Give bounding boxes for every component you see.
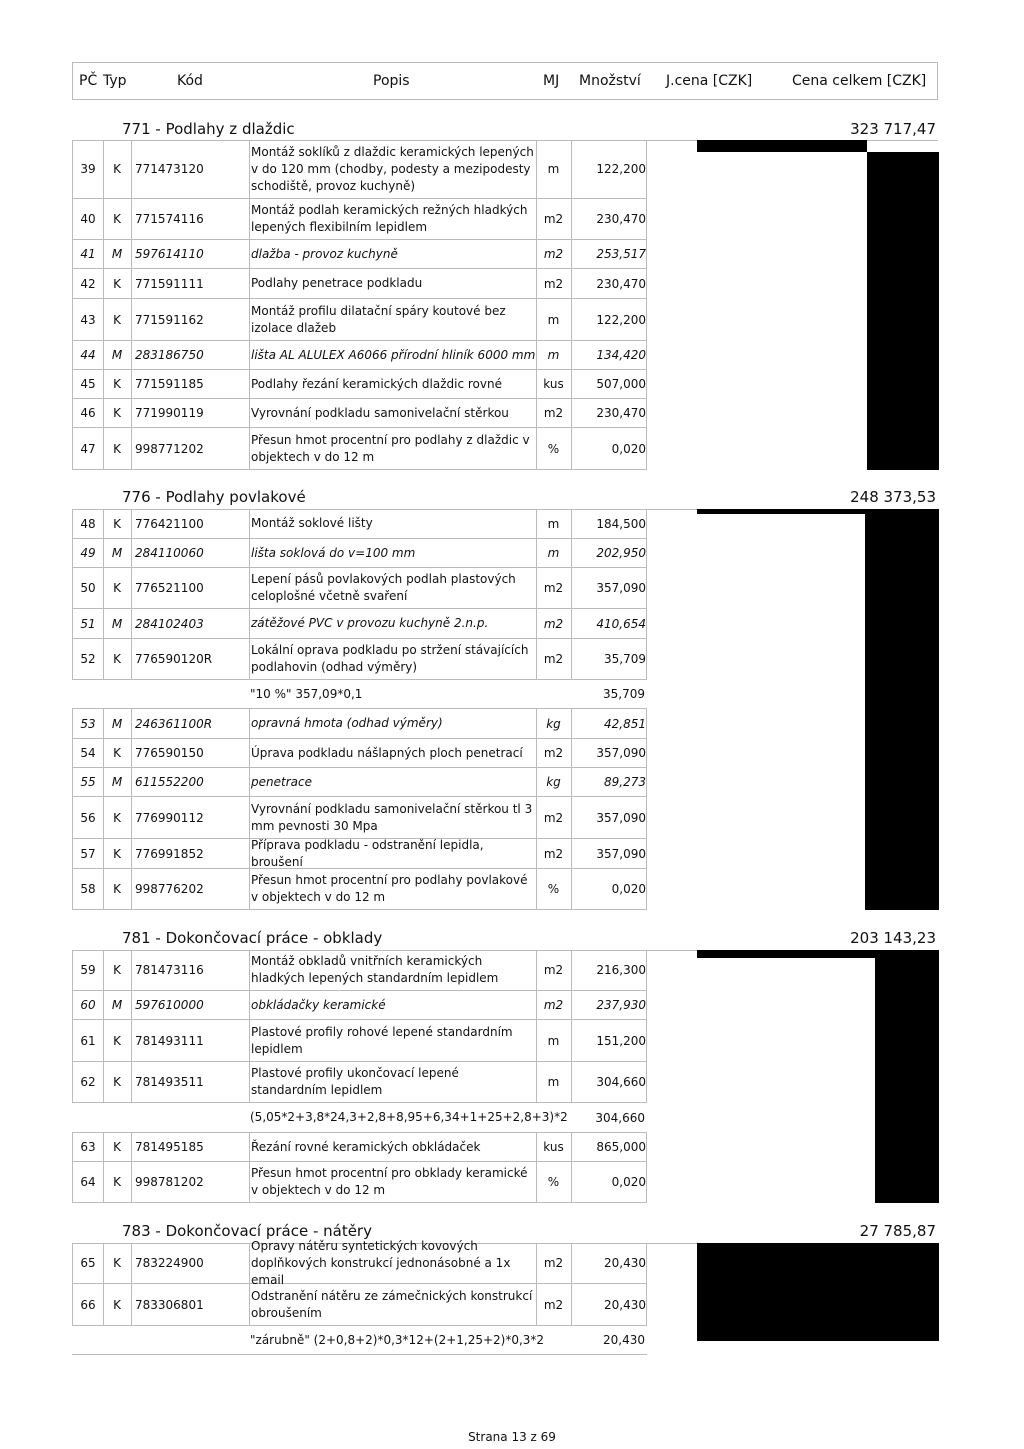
header-jcena: J.cena [CZK]	[666, 73, 753, 89]
table-row	[72, 869, 647, 910]
redaction-block	[865, 514, 939, 910]
cell-mnozstvi: 253,517	[596, 247, 646, 261]
cell-mj: m2	[543, 746, 564, 760]
cell-mnozstvi: 865,000	[596, 1140, 646, 1154]
table-row	[72, 341, 647, 370]
header-mnozstvi: Množství	[579, 73, 641, 89]
cell-pc: 51	[80, 616, 96, 631]
section-title: 771 - Podlahy z dlaždic	[122, 120, 295, 138]
cell-kod: 776421100	[135, 516, 204, 531]
section-title: 783 - Dokončovací práce - nátěry	[122, 1222, 372, 1240]
cell-kod: 771574116	[135, 212, 204, 226]
cell-typ: M	[111, 616, 123, 631]
page-footer: Strana 13 z 69	[468, 1430, 556, 1444]
cell-typ: K	[113, 162, 121, 176]
cell-typ: K	[113, 581, 121, 595]
cell-popis: Plastové profily rohové lepené standardním lepidlem	[251, 1024, 513, 1056]
cell-mj	[535, 1103, 570, 1132]
cell-popis: obkládačky keramické	[251, 997, 386, 1012]
redaction-block	[697, 1243, 939, 1341]
cell-kod: 771591185	[135, 377, 204, 391]
cell-mj: m2	[543, 998, 564, 1012]
cell-mnozstvi: 122,200	[596, 162, 646, 176]
header-kod: Kód	[177, 73, 203, 89]
cell-mnozstvi: 134,420	[596, 348, 646, 362]
header-cena-celkem: Cena celkem [CZK]	[792, 73, 927, 89]
table-header	[72, 62, 938, 100]
cell-mnozstvi: 89,273	[604, 775, 646, 789]
table-row	[72, 739, 647, 768]
table-row	[72, 509, 647, 539]
cell-kod	[134, 1326, 248, 1354]
cell-mnozstvi: 410,654	[596, 616, 646, 631]
cell-typ: K	[113, 1256, 121, 1270]
cell-kod: 998771202	[135, 441, 204, 456]
cell-mj: m2	[543, 1297, 564, 1312]
table-row	[72, 428, 647, 470]
table-row	[72, 609, 647, 639]
cell-popis: Vyrovnání podkladu samonivelační stěrkou tl 3 mm pevnosti 30 Mpa	[251, 801, 533, 833]
cell-pc: 65	[80, 1256, 96, 1270]
cell-mnozstvi: 357,090	[596, 581, 646, 595]
cell-kod: 776590150	[135, 746, 204, 760]
cell-mj: m2	[543, 963, 564, 977]
cell-mnozstvi: 42,851	[604, 716, 646, 731]
redaction-block	[867, 152, 939, 470]
cell-kod: 781495185	[135, 1140, 204, 1154]
cell-pc	[72, 1326, 102, 1354]
table-row	[72, 568, 647, 609]
section-total: 248 373,53	[850, 488, 936, 506]
cell-mnozstvi: 237,930	[596, 998, 646, 1012]
cell-typ: K	[113, 441, 121, 456]
cell-typ: K	[113, 406, 121, 420]
table-row	[72, 199, 647, 240]
cell-mj: m2	[543, 212, 564, 226]
cell-typ: K	[113, 212, 121, 226]
cell-pc	[72, 680, 102, 708]
table-row	[72, 1020, 647, 1062]
cell-typ: K	[113, 963, 121, 977]
cell-mj: m	[547, 312, 560, 327]
cell-mj: kg	[546, 716, 561, 731]
cell-mj: %	[547, 1175, 560, 1189]
cell-mnozstvi: 357,090	[596, 746, 646, 760]
cell-kod: 771473120	[135, 162, 204, 176]
cell-kod: 283186750	[135, 348, 204, 362]
cell-typ: K	[113, 810, 121, 825]
table-row	[72, 1062, 647, 1103]
cell-popis: Lepení pásů povlakových podlah plastových celoplošné včetně svaření	[251, 572, 516, 603]
cell-pc: 46	[80, 406, 96, 420]
cell-typ: K	[113, 312, 121, 327]
cell-pc: 48	[80, 516, 96, 531]
cell-popis: lišta soklová do v=100 mm	[251, 545, 416, 560]
cell-kod: 597610000	[135, 998, 204, 1012]
cell-mnozstvi: 151,200	[596, 1033, 646, 1048]
cell-pc: 58	[80, 882, 96, 896]
cell-mj: m	[547, 162, 560, 176]
cell-pc: 55	[80, 775, 96, 789]
cell-pc: 50	[80, 581, 96, 595]
cell-popis: Přesun hmot procentní pro obklady keramické v objektech v do 12 m	[251, 1166, 528, 1197]
cell-mnozstvi: 304,660	[595, 1110, 645, 1125]
cell-pc: 41	[80, 247, 96, 261]
cell-typ: K	[113, 1175, 121, 1189]
table-row	[72, 1238, 647, 1287]
cell-popis: Úprava podkladu nášlapných ploch penetrací	[251, 745, 523, 760]
cell-typ: M	[111, 998, 123, 1012]
cell-popis: Montáž podlah keramických režných hladkých lepených flexibilním lepidlem	[251, 203, 528, 234]
cell-kod: 781473116	[135, 963, 204, 977]
cell-mj: m	[547, 516, 560, 531]
cell-typ: K	[113, 377, 121, 391]
cell-popis: penetrace	[251, 774, 312, 789]
cell-popis: zátěžové PVC v provozu kuchyně 2.n.p.	[251, 616, 489, 630]
cell-mnozstvi: 230,470	[596, 406, 646, 420]
cell-typ: M	[111, 775, 123, 789]
header-popis: Popis	[373, 73, 410, 89]
cell-pc: 39	[80, 162, 96, 176]
header-pc: PČ	[79, 73, 98, 89]
cell-pc	[72, 1103, 102, 1132]
table-row	[72, 768, 647, 797]
table-row	[72, 1284, 647, 1326]
cell-popis: Montáž soklíků z dlaždic keramických lepených v do 120 mm (chodby, podesty a mezipodesty schodiště, provoz kuchyně)	[251, 144, 534, 193]
cell-typ: M	[111, 247, 123, 261]
cell-mj: kg	[546, 775, 561, 789]
cell-popis: Montáž soklové lišty	[251, 516, 373, 530]
table-row	[72, 399, 647, 428]
cell-popis: Přesun hmot procentní pro podlahy z dlaždic v objektech v do 12 m	[251, 432, 530, 464]
cell-kod: 771591162	[135, 312, 204, 327]
cell-mnozstvi: 357,090	[596, 846, 646, 861]
redaction-block	[875, 958, 939, 1203]
section-title: 776 - Podlahy povlakové	[122, 488, 306, 506]
cell-kod: 771591111	[135, 276, 204, 291]
cell-kod	[134, 680, 248, 708]
table-row	[72, 639, 647, 680]
calc-row	[72, 1103, 647, 1133]
table-row	[72, 240, 647, 269]
cell-popis: Lokální oprava podkladu po stržení stávajících podlahovin (odhad výměry)	[251, 643, 529, 674]
cell-mj: m2	[543, 581, 564, 595]
cell-popis: Odstranění nátěru ze zámečnických konstrukcí obroušením	[251, 1288, 533, 1320]
cell-typ: M	[111, 716, 123, 731]
cell-pc: 44	[80, 348, 96, 362]
cell-typ: K	[113, 882, 121, 896]
cell-pc: 57	[80, 846, 96, 861]
cell-mnozstvi: 20,430	[603, 1333, 645, 1347]
cell-kod: 781493111	[135, 1033, 204, 1048]
cell-mj: m	[547, 1075, 560, 1089]
cell-mj: m2	[543, 652, 564, 666]
cell-mnozstvi: 184,500	[596, 516, 646, 531]
cell-typ: M	[111, 546, 123, 560]
table-row	[72, 269, 647, 299]
section-title: 781 - Dokončovací práce - obklady	[122, 929, 383, 947]
redaction-block	[697, 140, 867, 152]
table-row	[72, 709, 647, 739]
cell-mnozstvi: 0,020	[611, 882, 646, 896]
table-row	[72, 539, 647, 568]
table-row	[72, 950, 647, 991]
cell-pc: 52	[80, 652, 96, 666]
cell-kod: 776521100	[135, 581, 204, 595]
cell-mj: %	[547, 882, 560, 896]
cell-mj: m	[547, 348, 560, 362]
cell-kod: 284110060	[135, 546, 204, 560]
cell-popis: Podlahy penetrace podkladu	[251, 276, 423, 290]
table-row	[72, 797, 647, 839]
cell-mnozstvi: 230,470	[596, 212, 646, 226]
calc-row	[72, 1326, 647, 1355]
cell-mj: kus	[543, 377, 564, 391]
cell-mj: %	[547, 441, 560, 456]
cell-mnozstvi: 304,660	[596, 1075, 646, 1089]
cell-popis: Příprava podkladu - odstranění lepidla, broušení	[251, 837, 484, 869]
cell-mnozstvi: 230,470	[596, 276, 646, 291]
cell-mnozstvi: 0,020	[611, 1175, 646, 1189]
cell-kod: 284102403	[135, 616, 204, 631]
cell-typ: K	[113, 1075, 121, 1089]
cell-popis: Montáž obkladů vnitřních keramických hladkých lepených standardním lepidlem	[251, 954, 499, 985]
cell-mnozstvi: 35,709	[604, 652, 646, 666]
cell-mj: m	[547, 1033, 560, 1048]
cell-popis: Podlahy řezání keramických dlaždic rovné	[251, 376, 502, 391]
table-row	[72, 839, 647, 869]
cell-mj	[535, 680, 570, 708]
cell-popis: opravná hmota (odhad výměry)	[251, 716, 443, 730]
cell-kod: 781493511	[135, 1075, 204, 1089]
cell-typ: K	[113, 846, 121, 861]
cell-mnozstvi: 20,430	[604, 1297, 646, 1312]
cell-typ	[102, 1103, 130, 1132]
section-total: 203 143,23	[850, 929, 936, 947]
cell-kod: 246361100R	[135, 716, 213, 731]
cell-mj: m2	[543, 406, 564, 420]
cell-popis: Vyrovnání podkladu samonivelační stěrkou	[251, 405, 509, 420]
cell-typ	[102, 1326, 130, 1354]
cell-mj: m2	[543, 1256, 564, 1270]
cell-popis: dlažba - provoz kuchyně	[251, 246, 398, 261]
cell-typ: K	[113, 1033, 121, 1048]
cell-popis: (5,05*2+3,8*24,3+2,8+8,95+6,34+1+25+2,8+3)*2	[250, 1110, 568, 1124]
cell-kod: 771990119	[135, 406, 204, 420]
cell-typ: K	[113, 1140, 121, 1154]
cell-kod: 776590120R	[135, 652, 213, 666]
redaction-block	[697, 950, 939, 958]
cell-typ: K	[113, 652, 121, 666]
cell-typ	[102, 680, 130, 708]
cell-mnozstvi: 202,950	[596, 546, 646, 560]
cell-typ: M	[111, 348, 123, 362]
table-row	[72, 140, 647, 199]
cell-mnozstvi: 0,020	[611, 441, 646, 456]
cell-pc: 56	[80, 810, 96, 825]
cell-mnozstvi: 20,430	[604, 1256, 646, 1270]
cell-kod: 783224900	[135, 1256, 204, 1270]
cell-pc: 53	[80, 716, 96, 731]
cell-mj: m2	[543, 846, 564, 861]
cell-popis: Řezání rovné keramických obkládaček	[251, 1139, 481, 1154]
cell-popis: Montáž profilu dilatační spáry koutové bez izolace dlažeb	[251, 303, 506, 335]
cell-popis: Přesun hmot procentní pro podlahy povlakové v objektech v do 12 m	[251, 873, 528, 904]
table-row	[72, 991, 647, 1020]
cell-mj: m2	[543, 810, 564, 825]
calc-row	[72, 680, 647, 709]
cell-typ: K	[113, 746, 121, 760]
header-mj: MJ	[543, 73, 560, 89]
cell-pc: 62	[80, 1075, 96, 1089]
cell-kod: 998776202	[135, 882, 204, 896]
cell-mnozstvi: 35,709	[603, 687, 645, 701]
cell-typ: K	[113, 1297, 121, 1312]
cell-pc: 47	[80, 441, 96, 456]
cell-mj: kus	[543, 1140, 564, 1154]
cell-mj: m2	[543, 247, 564, 261]
cell-mj	[535, 1326, 570, 1354]
cell-popis: "zárubně" (2+0,8+2)*0,3*12+(2+1,25+2)*0,3*2	[250, 1332, 545, 1347]
cell-pc: 59	[80, 963, 96, 977]
cell-kod: 597614110	[135, 247, 204, 261]
cell-mnozstvi: 357,090	[596, 810, 646, 825]
cell-kod: 776991852	[135, 846, 204, 861]
cell-mnozstvi: 216,300	[596, 963, 646, 977]
cell-pc: 54	[80, 746, 96, 760]
cell-popis: Plastové profily ukončovací lepené standardním lepidlem	[251, 1066, 459, 1097]
cell-mj: m2	[543, 616, 564, 631]
cell-pc: 64	[80, 1175, 96, 1189]
cell-pc: 42	[80, 276, 96, 291]
table-row	[72, 1162, 647, 1203]
cell-pc: 66	[80, 1297, 96, 1312]
cell-pc: 40	[80, 212, 96, 226]
table-row	[72, 370, 647, 399]
cell-pc: 60	[80, 998, 96, 1012]
cell-kod: 783306801	[135, 1297, 204, 1312]
cell-mnozstvi: 507,000	[596, 377, 646, 391]
cell-mj: m2	[543, 276, 564, 291]
cell-typ: K	[113, 276, 121, 291]
cell-kod: 776990112	[135, 810, 204, 825]
section-total: 323 717,47	[850, 120, 936, 138]
cell-pc: 61	[80, 1033, 96, 1048]
cell-pc: 43	[80, 312, 96, 327]
cell-typ: K	[113, 516, 121, 531]
cell-popis: "10 %" 357,09*0,1	[250, 686, 363, 701]
table-row	[72, 299, 647, 341]
cell-kod	[134, 1103, 248, 1132]
cell-popis: lišta AL ALULEX A6066 přírodní hliník 6000 mm	[251, 347, 536, 362]
cell-pc: 49	[80, 546, 96, 560]
cell-mj: m	[547, 546, 560, 560]
cell-kod: 998781202	[135, 1175, 204, 1189]
cell-pc: 45	[80, 377, 96, 391]
table-row	[72, 1133, 647, 1162]
cell-kod: 611552200	[135, 775, 204, 789]
section-total: 27 785,87	[859, 1222, 936, 1240]
cell-mnozstvi: 122,200	[596, 312, 646, 327]
header-typ: Typ	[103, 73, 127, 89]
cell-pc: 63	[80, 1140, 96, 1154]
cell-popis: Opravy nátěru syntetických kovových doplňkových konstrukcí jednonásobné a 1x email	[251, 1238, 511, 1287]
